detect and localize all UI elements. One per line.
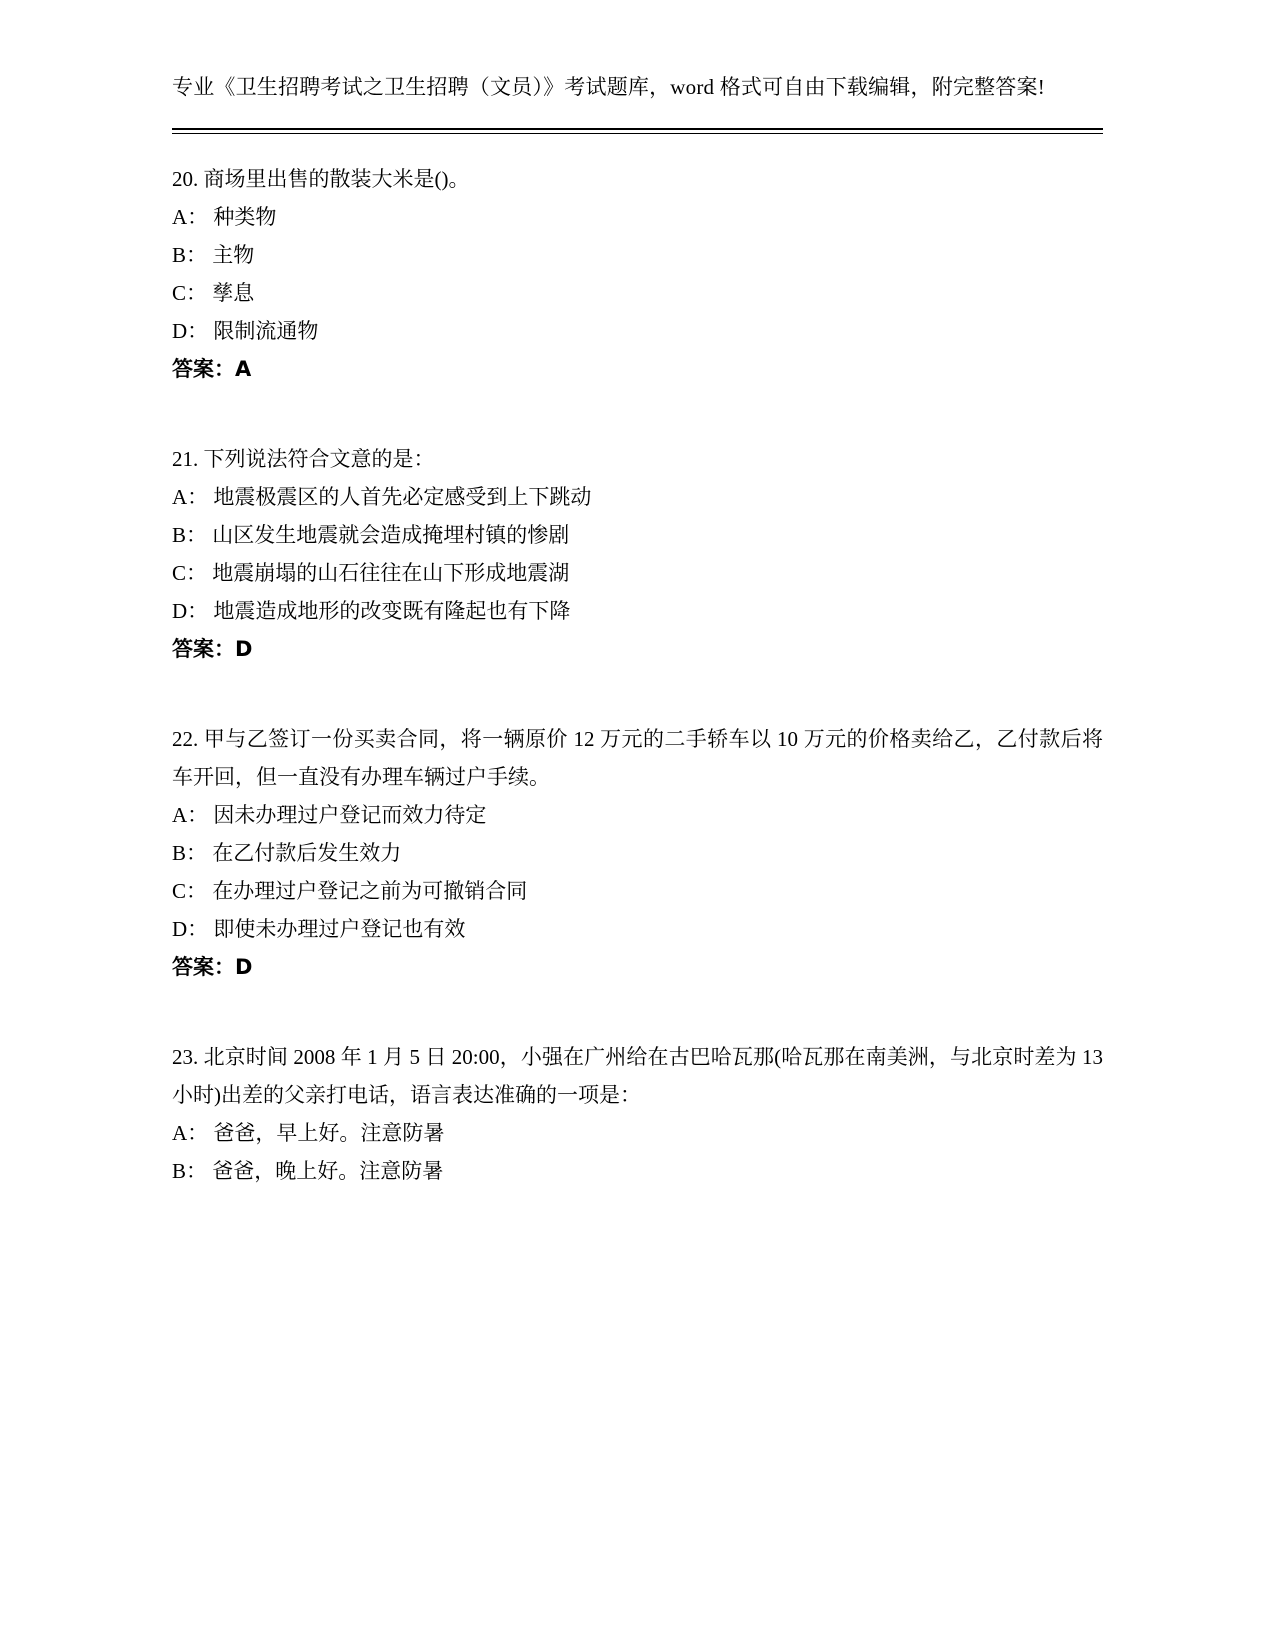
question-option: D： 限制流通物 [172,319,319,343]
question-option: A： 因未办理过户登记而效力待定 [172,803,487,827]
question-option: B： 主物 [172,243,255,267]
answer-line [172,630,1103,668]
question-option: D： 地震造成地形的改变既有隆起也有下降 [172,599,571,623]
question-block [172,1038,1103,1190]
block-spacer [172,388,1103,414]
answer-line [172,350,1103,388]
answer-label: 答案： [172,357,235,381]
question-stem: 22. 甲与乙签订一份买卖合同，将一辆原价 12 万元的二手轿车以 10 万元的价格卖给乙，乙付款后将车开回，但一直没有办理车辆过户手续。 [172,727,1103,789]
block-spacer [172,668,1103,694]
question-option: C： 在办理过户登记之前为可撤销合同 [172,879,528,903]
question-option: A： 爸爸，早上好。注意防暑 [172,1121,445,1145]
block-spacer [172,986,1103,1012]
question-option: B： 爸爸，晚上好。注意防暑 [172,1159,444,1183]
page-header: 专业《卫生招聘考试之卫生招聘（文员）》考试题库，word 格式可自由下载编辑，附完整答案! [172,75,1045,99]
question-option: D： 即使未办理过户登记也有效 [172,917,466,941]
answer-label: 答案： [172,637,235,661]
header-divider-secondary [172,133,1103,134]
question-stem: 23. 北京时间 2008 年 1 月 5 日 20:00，小强在广州给在古巴哈瓦那(哈瓦那在南美洲，与北京时差为 13 小时)出差的父亲打电话，语言表达准确的一项是： [172,1045,1103,1107]
answer-label: 答案： [172,955,235,979]
question-option: C： 地震崩塌的山石往往在山下形成地震湖 [172,561,570,585]
answer-value: D [235,637,253,661]
question-option: A： 种类物 [172,205,277,229]
question-option: B： 在乙付款后发生效力 [172,841,402,865]
question-block [172,160,1103,388]
question-stem: 21. 下列说法符合文意的是： [172,447,435,471]
question-option: A： 地震极震区的人首先必定感受到上下跳动 [172,485,592,509]
question-block [172,440,1103,668]
question-option: C： 孳息 [172,281,255,305]
question-block [172,720,1103,986]
question-stem: 20. 商场里出售的散装大米是()。 [172,167,470,191]
answer-line [172,948,1103,986]
question-option: B： 山区发生地震就会造成掩埋村镇的惨剧 [172,523,570,547]
answer-value: A [235,357,252,381]
answer-value: D [235,955,253,979]
header-divider [172,128,1103,130]
